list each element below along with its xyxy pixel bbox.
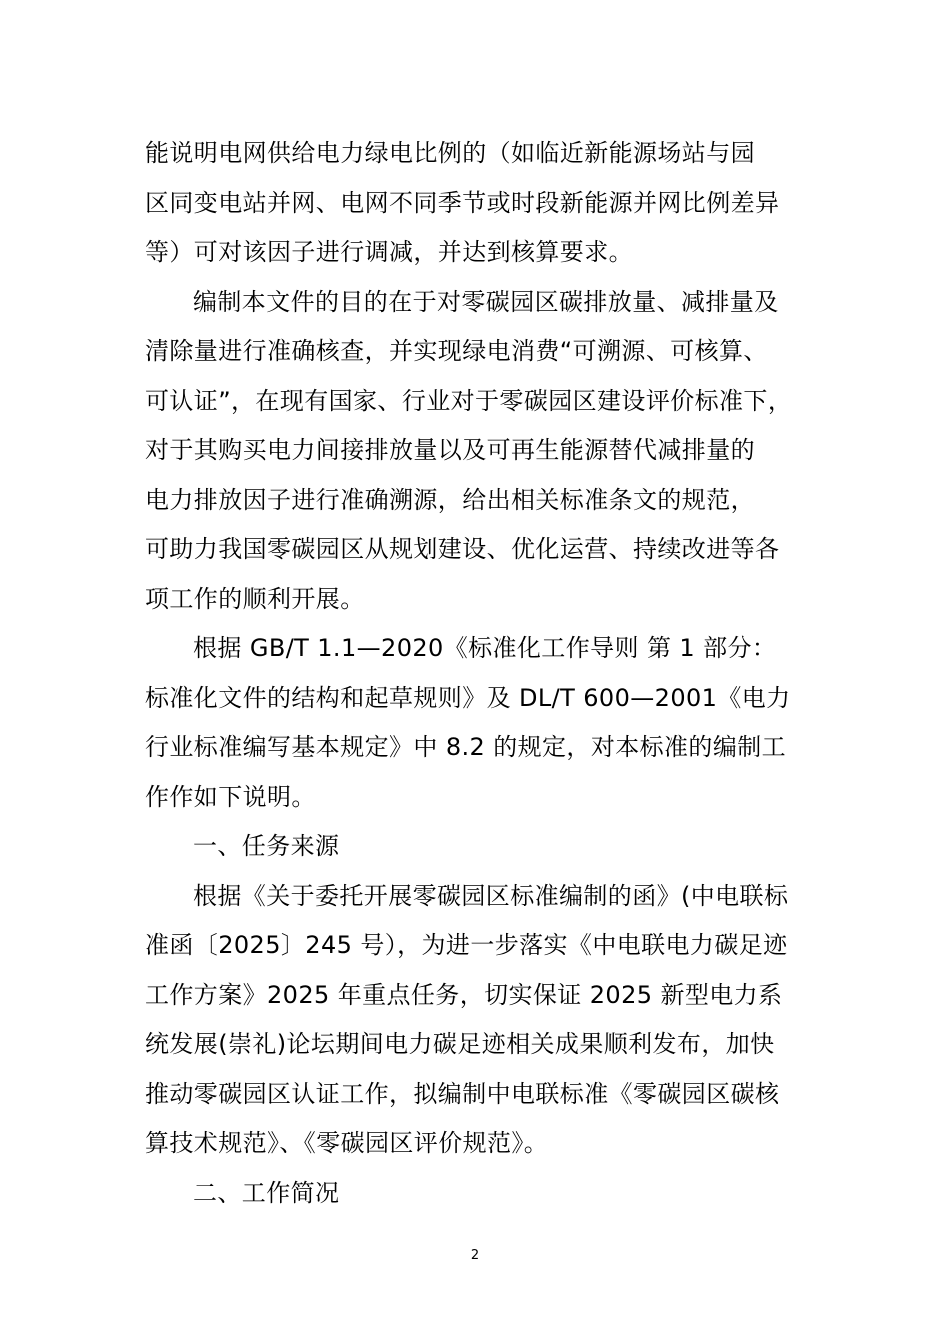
paragraph-purpose — [145, 278, 835, 625]
text-line: 作作如下说明。 — [145, 782, 316, 811]
text-line: 统发展(崇礼)论坛期间电力碳足迹相关成果顺利发布，加快 — [145, 1030, 775, 1058]
text-line: 可助力我国零碳园区从规划建设、优化运营、持续改进等各 — [145, 535, 780, 563]
document-body — [145, 129, 835, 1218]
text-line: 项工作的顺利开展。 — [145, 584, 365, 613]
text-line: 清除量进行准确核查，并实现绿电消费“可溯源、可核算、 — [145, 337, 768, 365]
paragraph-basis — [145, 624, 835, 822]
text-line: 准函〔2025〕245 号），为进一步落实《中电联电力碳足迹 — [145, 931, 788, 959]
section-heading: 二、工作简况 — [193, 1178, 340, 1207]
text-line: 电力排放因子进行准确溯源，给出相关标准条文的规范， — [145, 485, 755, 514]
text-line: 能说明电网供给电力绿电比例的（如临近新能源场站与园 — [145, 139, 755, 167]
text-line: 推动零碳园区认证工作，拟编制中电联标准《零碳园区碳核 — [145, 1079, 780, 1108]
text-line: 标准化文件的结构和起草规则》及 DL/T 600—2001《电力 — [145, 683, 791, 712]
text-line: 对于其购买电力间接排放量以及可再生能源替代减排量的 — [145, 436, 755, 464]
section-work-overview — [145, 1169, 835, 1219]
text-line: 区同变电站并网、电网不同季节或时段新能源并网比例差异 — [145, 188, 780, 217]
section-heading: 一、任务来源 — [193, 832, 340, 860]
text-line: 根据 GB/T 1.1—2020《标准化工作导则 第 1 部分： — [193, 634, 777, 662]
text-line: 可认证”，在现有国家、行业对于零碳园区建设评价标准下， — [145, 386, 793, 415]
text-line: 行业标准编写基本规定》中 8.2 的规定，对本标准的编制工 — [145, 733, 787, 761]
paragraph-continuation — [145, 129, 835, 278]
section-task-source — [145, 822, 835, 1169]
text-line: 根据《关于委托开展零碳园区标准编制的函》(中电联标 — [193, 881, 789, 910]
text-line: 编制本文件的目的在于对零碳园区碳排放量、减排量及 — [193, 287, 779, 316]
text-line: 工作方案》2025 年重点任务，切实保证 2025 新型电力系 — [145, 980, 783, 1009]
text-line: 等）可对该因子进行调减，并达到核算要求。 — [145, 238, 633, 266]
page-number: 2 — [470, 1248, 480, 1263]
text-line: 算技术规范》、《零碳园区评价规范》。 — [145, 1129, 549, 1157]
